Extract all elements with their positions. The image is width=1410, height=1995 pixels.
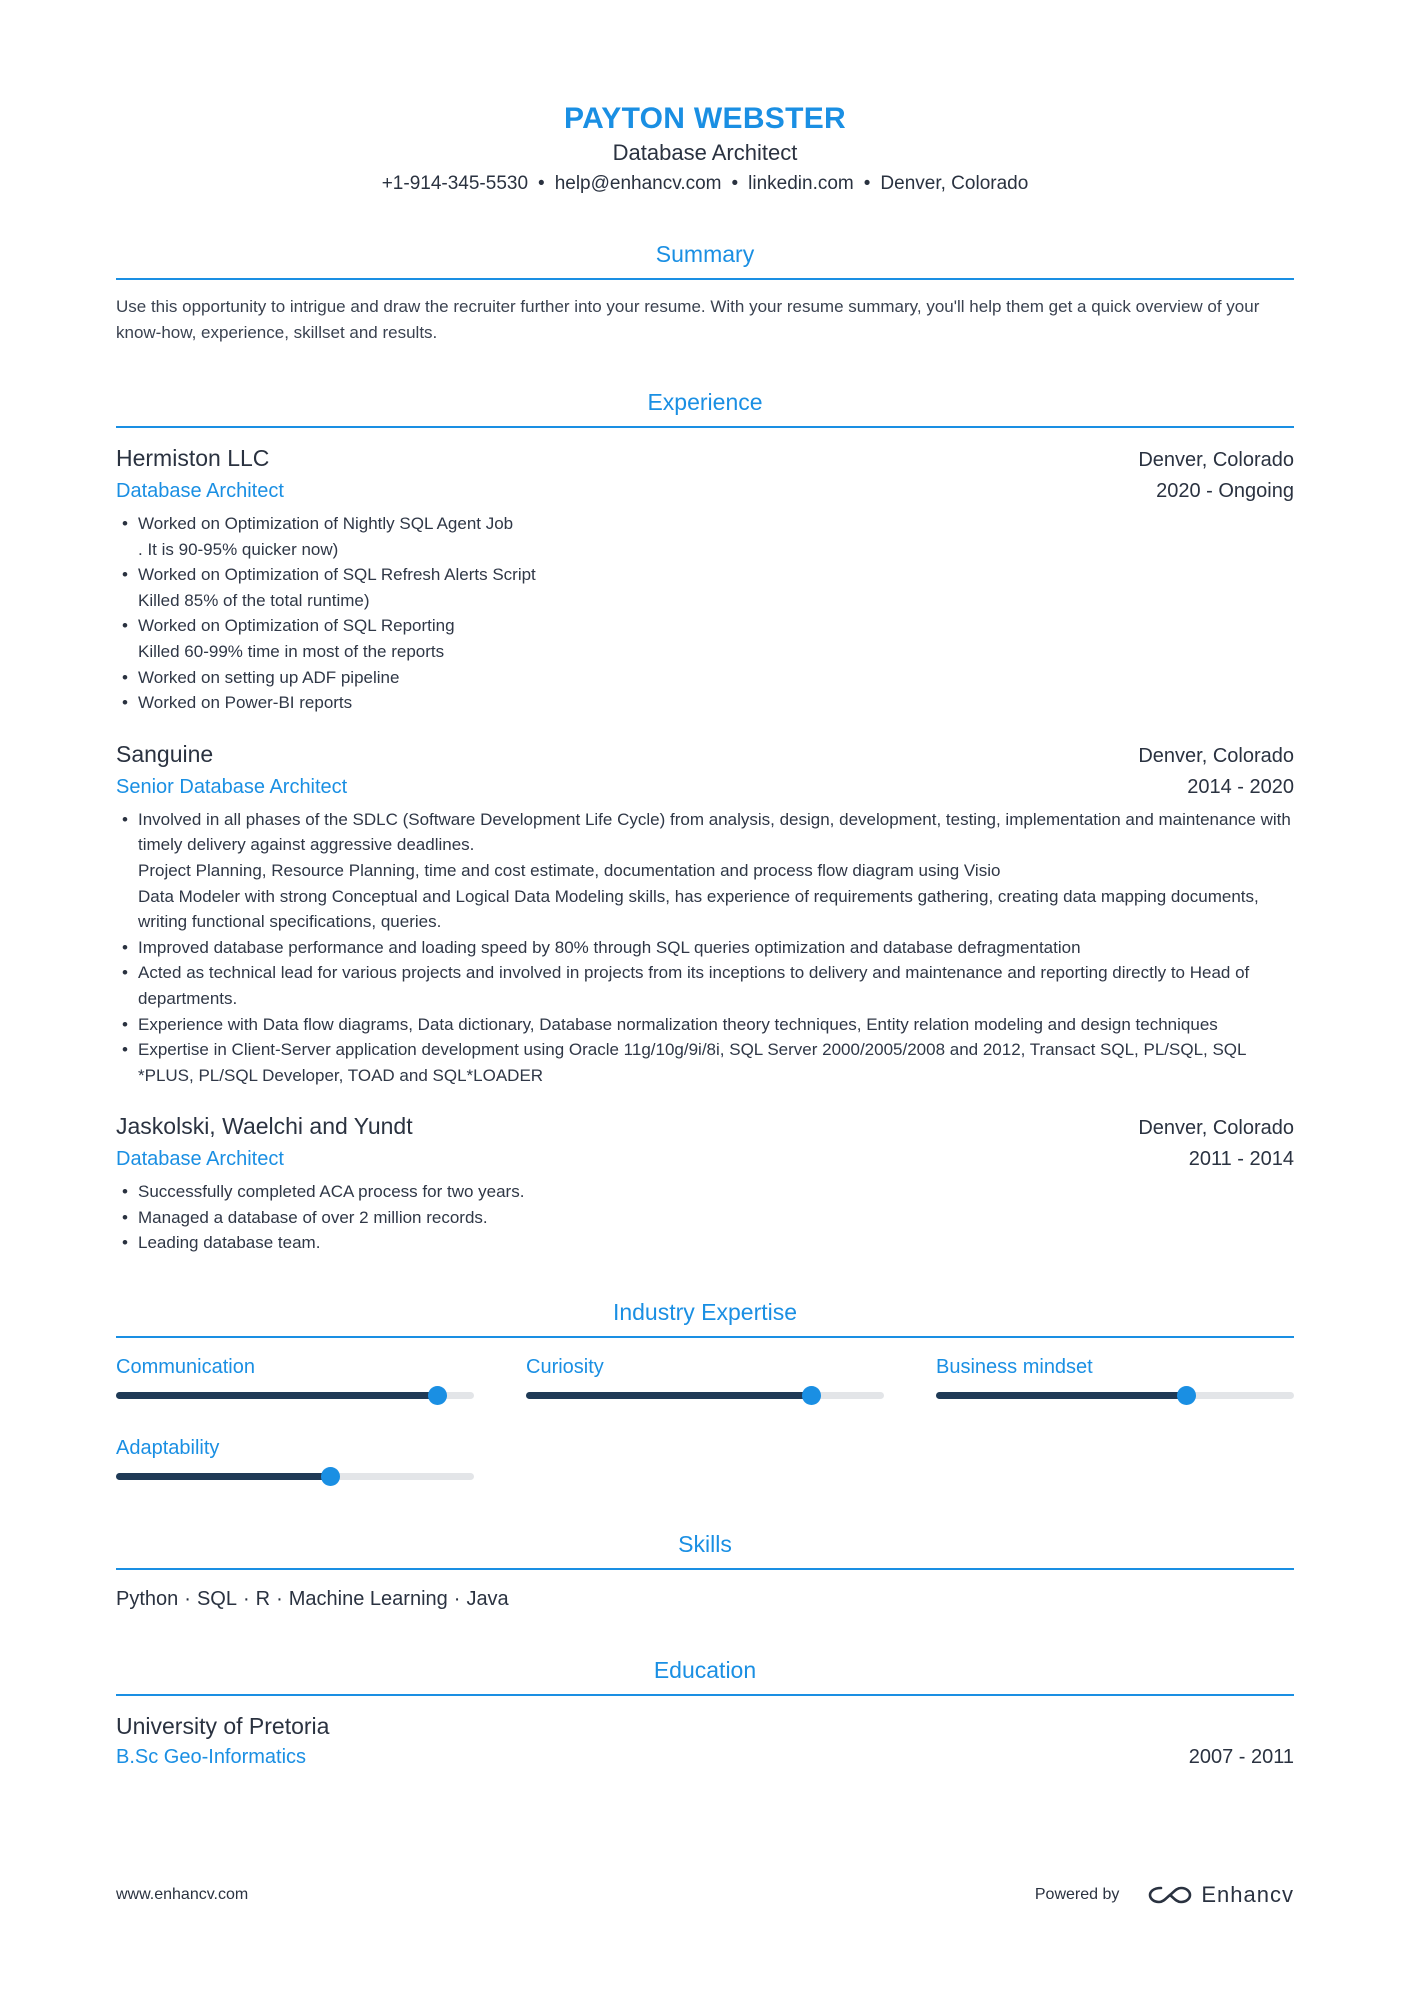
school-name: University of Pretoria (116, 1713, 330, 1740)
skill-separator: · (184, 1588, 191, 1611)
expertise-bar-fill (116, 1473, 331, 1480)
location: Denver, Colorado (880, 173, 1029, 194)
education-entry (116, 1710, 1294, 1773)
expertise-bar-fill (936, 1392, 1187, 1399)
job-bullets (116, 511, 1294, 716)
expertise-bar-fill (116, 1392, 438, 1399)
expertise-label: Communication (116, 1356, 255, 1379)
expertise-item (526, 1352, 884, 1407)
expertise-grid (116, 1352, 1294, 1488)
separator-dot: • (538, 173, 545, 194)
skill-item: SQL (196, 1588, 237, 1611)
degree-name: B.Sc Geo-Informatics (116, 1746, 307, 1769)
skill-item: R (255, 1588, 271, 1611)
skills-list (116, 1584, 1294, 1614)
contact-line (116, 170, 1294, 198)
job-role: Senior Database Architect (116, 775, 348, 798)
expertise-bar-knob (802, 1386, 821, 1405)
expertise-bar-knob (428, 1386, 447, 1405)
bullet-item: • Leading database team. (138, 1230, 1294, 1256)
section-title-experience: Experience (116, 386, 1294, 428)
expertise-bar (526, 1392, 884, 1399)
experience-section (116, 386, 1294, 1256)
expertise-section (116, 1296, 1294, 1488)
candidate-title: Database Architect (612, 140, 798, 165)
bullet-item: • Successfully completed ACA process for two years. (138, 1179, 1294, 1205)
skill-item: Machine Learning (288, 1588, 448, 1611)
skill-item: Python (116, 1588, 179, 1611)
bullet-item: • Worked on setting up ADF pipeline (138, 665, 1294, 691)
bullet-item: • Involved in all phases of the SDLC (Software Development Life Cycle) from analysis, design, development, testing, implementation and maintenance with timely delivery against aggressive deadlines. Project Planning, Resource Planning, time and cost estimate, documentation and process flow diagram using Visio Data Modeler with strong Conceptual and Logical Data Modeling skills, has experience of requirements gathering, creating data mapping documents, writing functional specifications, queries. (138, 807, 1294, 935)
section-title-education: Education (116, 1654, 1294, 1696)
expertise-item (116, 1433, 474, 1488)
job-location: Denver, Colorado (1138, 1117, 1294, 1140)
bullet-item: • Improved database performance and loading speed by 80% through SQL queries optimization and database defragmentation (138, 935, 1294, 961)
skill-separator: · (276, 1588, 283, 1611)
skill-separator: · (453, 1588, 461, 1611)
expertise-bar-knob (1177, 1386, 1196, 1405)
resume-header (116, 100, 1294, 198)
education-section (116, 1654, 1294, 1773)
job-location: Denver, Colorado (1138, 744, 1294, 767)
job-dates: 2011 - 2014 (1188, 1148, 1294, 1171)
job-entry (116, 738, 1294, 1089)
expertise-bar (116, 1473, 474, 1480)
job-bullets (116, 807, 1294, 1089)
section-title-skills: Skills (116, 1528, 1294, 1570)
bullet-item: • Expertise in Client-Server application development using Oracle 11g/10g/9i/8i, SQL Server 2000/2005/2008 and 2012, Transact SQL, PL/SQL, SQL *PLUS, PL/SQL Developer, TOAD and SQL*LOADER (138, 1037, 1294, 1088)
brand-name: Enhancv (1201, 1882, 1294, 1907)
skills-section (116, 1528, 1294, 1614)
enhancv-logo-icon (1147, 1883, 1193, 1907)
bullet-item: • Acted as technical lead for various projects and involved in projects from its inceptions to delivery and maintenance and reporting directly to Head of departments. (138, 960, 1294, 1011)
summary-text: Use this opportunity to intrigue and draw the recruiter further into your resume. With your resume summary, you'll help them get a quick overview of your know-how, experience, skillset and results. (116, 297, 1260, 342)
skill-separator: · (242, 1588, 250, 1611)
bullet-item: • Managed a database of over 2 million records. (138, 1205, 1294, 1231)
footer-website-link[interactable]: www.enhancv.com (116, 1886, 249, 1903)
bullet-item: • Experience with Data flow diagrams, Data dictionary, Database normalization theory techniques, Entity relation modeling and design techniques (138, 1012, 1294, 1038)
expertise-item (936, 1352, 1294, 1407)
section-title-expertise: Industry Expertise (116, 1296, 1294, 1338)
separator-dot: • (731, 173, 739, 194)
powered-by-label: Powered by (1034, 1886, 1120, 1903)
bullet-item: • Worked on Optimization of SQL Reporting Killed 60-99% time in most of the reports (138, 613, 1294, 664)
job-role: Database Architect (116, 1148, 284, 1171)
expertise-label: Adaptability (116, 1437, 220, 1460)
page-footer (116, 1882, 1294, 1908)
skill-item: Java (466, 1588, 509, 1611)
section-title-summary: Summary (116, 238, 1294, 280)
expertise-bar-knob (321, 1467, 340, 1486)
phone: +1-914-345-5530 (381, 173, 529, 194)
job-dates: 2014 - 2020 (1187, 775, 1294, 798)
footer-branding (1035, 1882, 1294, 1908)
job-bullets (116, 1179, 1294, 1256)
job-company: Hermiston LLC (116, 445, 270, 471)
job-entry (116, 1110, 1294, 1256)
summary-section (116, 238, 1294, 346)
expertise-bar (116, 1392, 474, 1399)
job-location: Denver, Colorado (1138, 449, 1294, 471)
job-company: Jaskolski, Waelchi and Yundt (116, 1113, 413, 1140)
email: help@enhancv.com (554, 173, 722, 194)
expertise-label: Business mindset (936, 1356, 1093, 1379)
expertise-bar (936, 1392, 1294, 1399)
expertise-item (116, 1352, 474, 1407)
bullet-item: • Worked on Optimization of SQL Refresh Alerts Script Killed 85% of the total runtime) (138, 562, 1294, 613)
expertise-label: Curiosity (526, 1356, 604, 1379)
job-entry (116, 442, 1294, 716)
expertise-bar-fill (526, 1392, 812, 1399)
candidate-name: PAYTON WEBSTER (563, 102, 847, 135)
job-dates: 2020 - Ongoing (1156, 480, 1294, 502)
separator-dot: • (863, 173, 871, 194)
bullet-item: • Worked on Power-BI reports (138, 690, 1294, 716)
linkedin: linkedin.com (748, 173, 854, 194)
job-company: Sanguine (116, 740, 214, 767)
job-role: Database Architect (116, 480, 284, 502)
education-dates: 2007 - 2011 (1188, 1746, 1294, 1769)
bullet-item: • Worked on Optimization of Nightly SQL Agent Job . It is 90-95% quicker now) (138, 511, 1294, 562)
